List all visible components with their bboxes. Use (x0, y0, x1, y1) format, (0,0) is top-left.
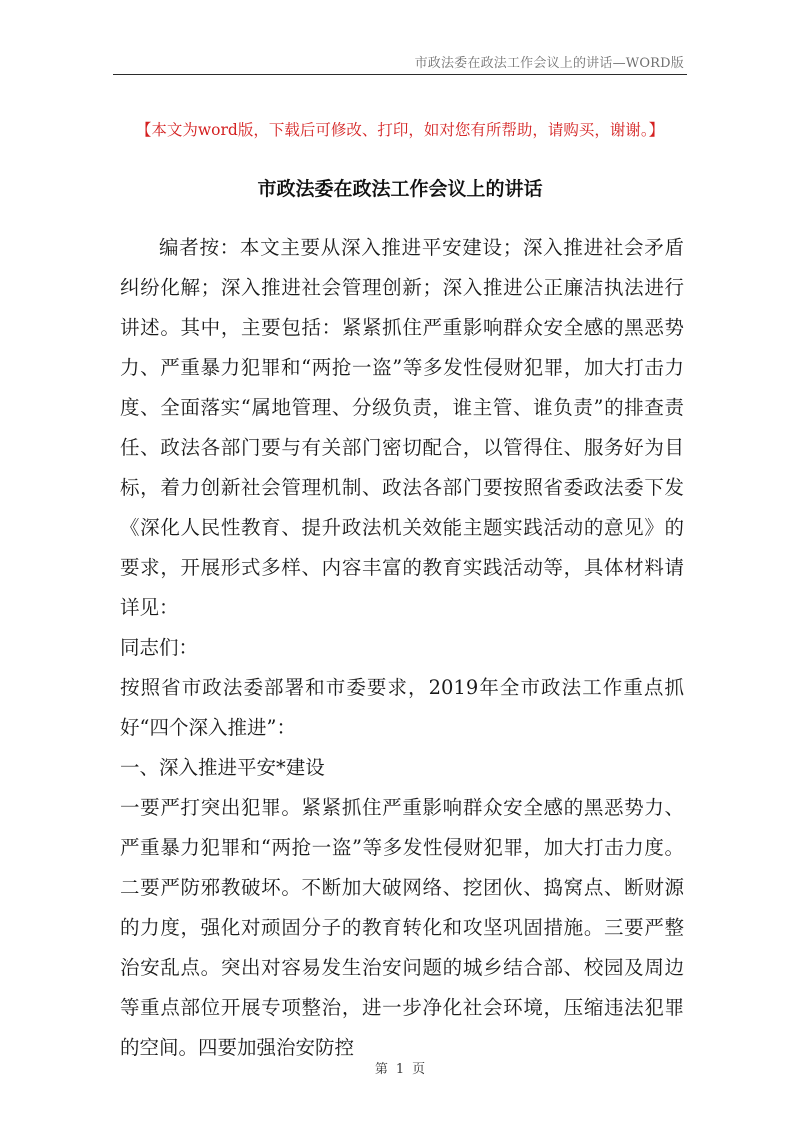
header-divider (113, 74, 687, 75)
document-body (120, 228, 684, 1068)
page-footer (300, 1058, 500, 1077)
document-title: 市政法委在政法工作会议上的讲话 (257, 178, 543, 200)
intro-paragraph: 按照省市政法委部署和市委要求，2019年全市政法工作重点抓好“四个深入推进”： (120, 676, 684, 739)
running-header: 市政法委在政法工作会议上的讲话—WORD版 (414, 56, 684, 71)
salutation-paragraph: 同志们： (120, 636, 199, 659)
page-label-suffix: 页 (412, 1062, 426, 1077)
page-number: 1 (395, 1062, 405, 1077)
editor-note-paragraph: 编者按：本文主要从深入推进平安建设；深入推进社会矛盾纠纷化解；深入推进社会管理创新；深入推进公正廉洁执法进行讲述。其中，主要包括：紧紧抓住严重影响群众安全感的黑恶势力、严重暴力犯罪和“两抢一盗”等多发性侵财犯罪，加大打击力度、全面落实“属地管理、分级负责，谁主管、谁负责”的排查责任、政法各部门要与有关部门密切配合，以管得住、服务好为目标，着力创新社会管理机制、政法各部门要按照省委政法委下发《深化人民性教育、提升政法机关效能主题实践活动的意见》的要求，开展形式多样、内容丰富的教育实践活动等，具体材料请详见： (120, 236, 684, 619)
page-label-prefix: 第 (374, 1062, 388, 1077)
section-heading: 一、深入推进平安*建设 (120, 756, 325, 779)
body-paragraph: 一要严打突出犯罪。紧紧抓住严重影响群众安全感的黑恶势力、严重暴力犯罪和“两抢一盗”等多发性侵财犯罪，加大打击力度。二要严防邪教破坏。不断加大破网络、挖团伙、捣窝点、断财源的力度，强化对顽固分子的教育转化和攻坚巩固措施。三要严整治安乱点。突出对容易发生治安问题的城乡结合部、校园及周边等重点部位开展专项整治，进一步净化社会环境，压缩违法犯罪的空间。四要加强治安防控 (120, 796, 684, 1059)
purchase-notice: 【本文为word版，下载后可修改、打印，如对您有所帮助，请购买，谢谢。】 (135, 121, 665, 139)
